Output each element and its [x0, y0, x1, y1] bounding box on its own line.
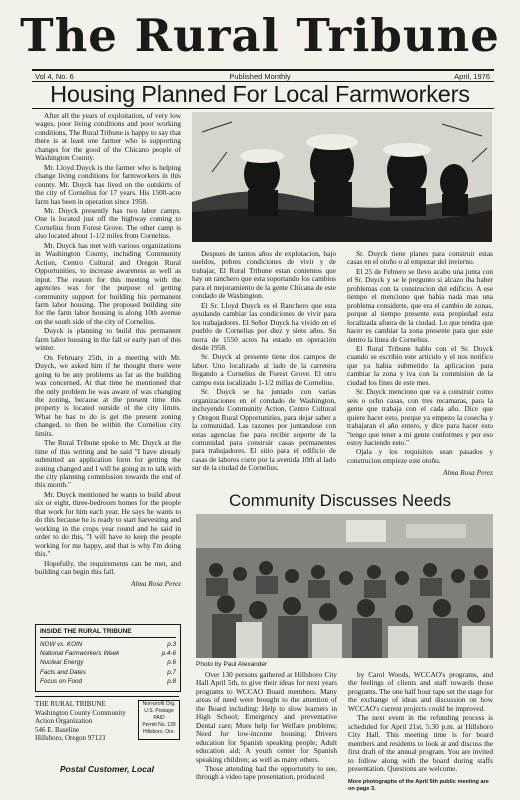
paragraph: Those attending had the opportunity to see, through a video tape presentation, produced [196, 763, 337, 782]
masthead: The Rural Tribune [20, 9, 500, 62]
masthead-rule [32, 69, 494, 71]
paragraph: On February 25th, in a meeting with Mr. Duyck, we asked him if he thought there were going to be any problems as far as the building was concerned. At that time he mentioned that the only problem he was aware of was changing the zoning, because at the present time this property is located outside of the city limits. What he has to do is get the present zoning changed, to then be within the Cornelius city limits. [35, 352, 181, 438]
inside-item [40, 677, 176, 686]
mailer-org-line: Hillsboro, Oregon 97123 [35, 734, 106, 743]
paragraph: El 25 de Febrero se llevo acabo una junta con el Sr. Duyck y se le pregunto si alcazo iba haber problemas con la construcion del edificio. A ese tiempo el menciono que habia nada mas una problema considerte, que era el cambio de zonas, porque al tiempo presente esta propiedad esta localizada afuera de la ciudad. Lo que tendra que hacer es cambiar la zona presente para que este dentro la linea de Cornelius. [347, 266, 493, 344]
second-story-column-1 [196, 671, 337, 800]
photo-credit: Photo by Paul Alexander [196, 661, 268, 668]
lead-headline: Housing Planned For Local Farmworkers [50, 81, 470, 107]
paragraph: Duyck is planning to build this permanent farm labor housing in the fall or early part of this winter. [35, 326, 181, 353]
farmworkers-illustration [192, 112, 492, 242]
mailer-org-line: Washington County Community [35, 708, 126, 717]
inside-item-label: National Farmworkers Week [40, 650, 120, 658]
inside-item-label: NOW vs. KOIN [40, 641, 83, 648]
issue-date: April, 1976 [454, 72, 490, 81]
issue-frequency: Published Monthly [229, 72, 291, 81]
paragraph: Over 130 persons gathered at Hillsboro City Hall April 5th, to give their ideas for next years programs to WCCAO Board members. Many areas of need were brought to the attention of the Board including: Help to slow learners in High School; Emergency and preventative Dental care; More help for Welfare problems; Need for low-income housing; Drivers education for Spanish speaking people; Adult education aid; A youth center for Spanish speaking children; as well as many others. [196, 671, 337, 764]
inside-item-label: Facts and Dates [40, 668, 86, 676]
paragraph: Despues de tantos años de explotacion, bajo sueldos, pobres condiciones de vivir y de trabajar, El Rural Tribune estan contentos que hay un ranchero que esta soportando los cambios para el mejoramiento de la gente Chicana de este condado de Washington. [192, 250, 336, 301]
inside-contents-box [35, 624, 181, 692]
paragraph: After all the years of exploitation, of very low wages, poor living conditions and poor working conditions, The Rural Tribune is happy to say that there is at least one farmer who is supporting changes for the good of the Chicano people of Washington County. [35, 112, 181, 163]
inside-item [40, 640, 176, 649]
postage-line: Non-profit Org. [142, 701, 176, 707]
postage-line: Permit No. 139 [142, 722, 176, 728]
postage-line: U.S. Postage [144, 708, 174, 714]
meeting-crowd-drawing [196, 514, 493, 658]
postage-line: Hillsboro, Ore. [143, 729, 175, 735]
paragraph: Mr. Duyck mentioned he wants to build about six or eight, three-bedroom homes for the people that work for him each year. He says he wants to do this because he is ready to start harvesting and working in the crops year round and he said in order to do this, "I will have to keep the people working for me happy, and that is why I'm doing this." [35, 489, 181, 559]
lead-spanish-column-2 [347, 250, 493, 482]
inside-item-page: p.8 [167, 677, 176, 685]
mailer-org-line: 546 E. Baseline [35, 725, 80, 734]
inside-item-label: Nuclear Energy [40, 659, 84, 667]
paragraph: Ojala y los requisitos sean pasados y construcion empieze este otoño. [347, 447, 493, 465]
paragraph: Sr. Duyck al presente tiene dos campos de labor. Uno localizado al lado de la carretera llegando a Cornelius de Forest Grove. El otro campo esta localizado 1-1/2 millas de Cornelius. [192, 352, 336, 387]
inside-item-page: p.3 [167, 641, 176, 648]
addressee: Postal Customer, Local [60, 764, 154, 774]
paragraph: by Carol Woods, WCCAO's programs, and the feelings of clients and staff towards those programs. The one half hour tape set the stage for the exchange of ideas and discussion on how WCCAO's current projects could be improved. [348, 671, 493, 713]
paragraph: Mr. Lloyd Duyck is the farmer who is helping change living conditions for farmworkers in this county. Mr. Duyck has lived on the outskirts of the city of Cornelius for 17 years. His 1500-acre farm has been in operation since 1958. [35, 162, 181, 206]
paragraph: Hopefully, the requirements can be met, and building can begin this fall. [35, 558, 181, 577]
lead-spanish-column-1 [192, 250, 336, 482]
mailer-rule [35, 696, 179, 697]
second-story-column-2 [348, 671, 493, 777]
postage-line: PAID [153, 715, 165, 721]
mailer-org-line: THE RURAL TRIBUNE [35, 700, 106, 708]
mailer-org-line: Action Organization [35, 717, 93, 726]
byline: Alma Rosa Perez [131, 579, 181, 589]
paragraph: El Sr. Lloyd Duyck es el Ranchero que esta ayudando cambiar las condiciones de vivir para los trabajadores. El Señor Duyck ha vivido en el pueblo de Cornelius por diez y siete años. Su tierra de 1550 acres ha estado en operación desde 1958. [192, 300, 336, 352]
paragraph: Sr. Duyck se ha juntado con varias organizaciones en el condado de Washington, incluyendo Community Action, Centro Cultural y Oregon Rural Opportunities, para dejar saber a la comunidad. Las razones por juntandose con estas agencias fue para recibir soporte de la comunidad para construir casas permanentes para trabajadores. El sitio para el edificio de casas de labores corre por la avenida 10th al lado sur de la ciudad de Cornelius. [192, 387, 336, 473]
second-headline: Community Discusses Needs [228, 491, 451, 510]
inside-title: INSIDE THE RURAL TRIBUNE [40, 628, 176, 638]
paragraph: Mr. Duyck has met with various organizations in Washington County, including Community Action, Centro Cultural and Oregon Rural Opportunities, to increase awareness as well as input. The reason for this meeting with the agencies was for the purpose of getting community support for building his permanent farm labor housing. The proposed building site for the farm labor housing is along 10th avenue on the south side of the city of Cornelius. [35, 240, 181, 326]
lead-english-column [35, 112, 181, 620]
farmworkers-drawing [192, 112, 492, 242]
issue-volume: Vol 4, No. 6 [35, 72, 74, 81]
inside-item [40, 649, 176, 658]
inside-item [40, 668, 176, 677]
paragraph: Mr. Duyck presently has two labor camps. One is located just off the highway coming to Cornelius from Forest Grove. The other camp is also located about 1-1/2 miles from Cornelius. [35, 205, 181, 241]
inside-item-page: p.4-6 [161, 650, 176, 658]
postage-indicia [138, 700, 180, 740]
byline: Alma Rosa Perez [443, 468, 493, 478]
inside-item-page: p.6 [167, 659, 176, 667]
community-meeting-photo [196, 514, 493, 658]
photo-note: More photographs of the April 5th public meeting are on page 3. [348, 779, 489, 792]
inside-item-page: p.7 [167, 668, 176, 676]
paragraph: Sr. Duyck tiene planes para construir estas casas en el otoño o al empezar del invierno. [347, 250, 493, 267]
paragraph: Sr. Duyck menciono que va a construir como seis o ocho casas, con tres recamaras, para la gente que trabaja con el cada año. Dice que quiere hacer esto, porque ya empezo la cosecha y trabajaran el año entero, y dice para hacer esto "tengo que tener a mi gente conformes y por eso estoy haciendo esto." [347, 387, 493, 447]
mailer-org-block [35, 700, 135, 743]
inside-item [40, 658, 176, 667]
paragraph: The Rural Tribune spoke to Mr. Duyck at the time of this writing and he said "I have already submitted an application form for getting the zoning changed and I will be going in to talk with the city planning commission towards the end of this month." [35, 438, 181, 490]
paragraph: The next event in the refunding process is scheduled for April 21st, 5:30 p.m. at Hillsboro City Hall. This meeting time is for board members and residents to look at and discuss the first draft of the annual program. You are invited to follow along with the board during staffs presentation. Questions are welcome. [348, 713, 493, 773]
paragraph: El Rural Tribune hablo con el Sr. Duyck cuando se escribio este articulo y el nos notifico que ya habia submetido la aplicacion para cambiar la zona y iva con la commision de la ciudad los fines de este mes. [347, 343, 493, 387]
inside-item-label: Focus on Food [40, 677, 83, 685]
headline-rule [32, 108, 494, 109]
